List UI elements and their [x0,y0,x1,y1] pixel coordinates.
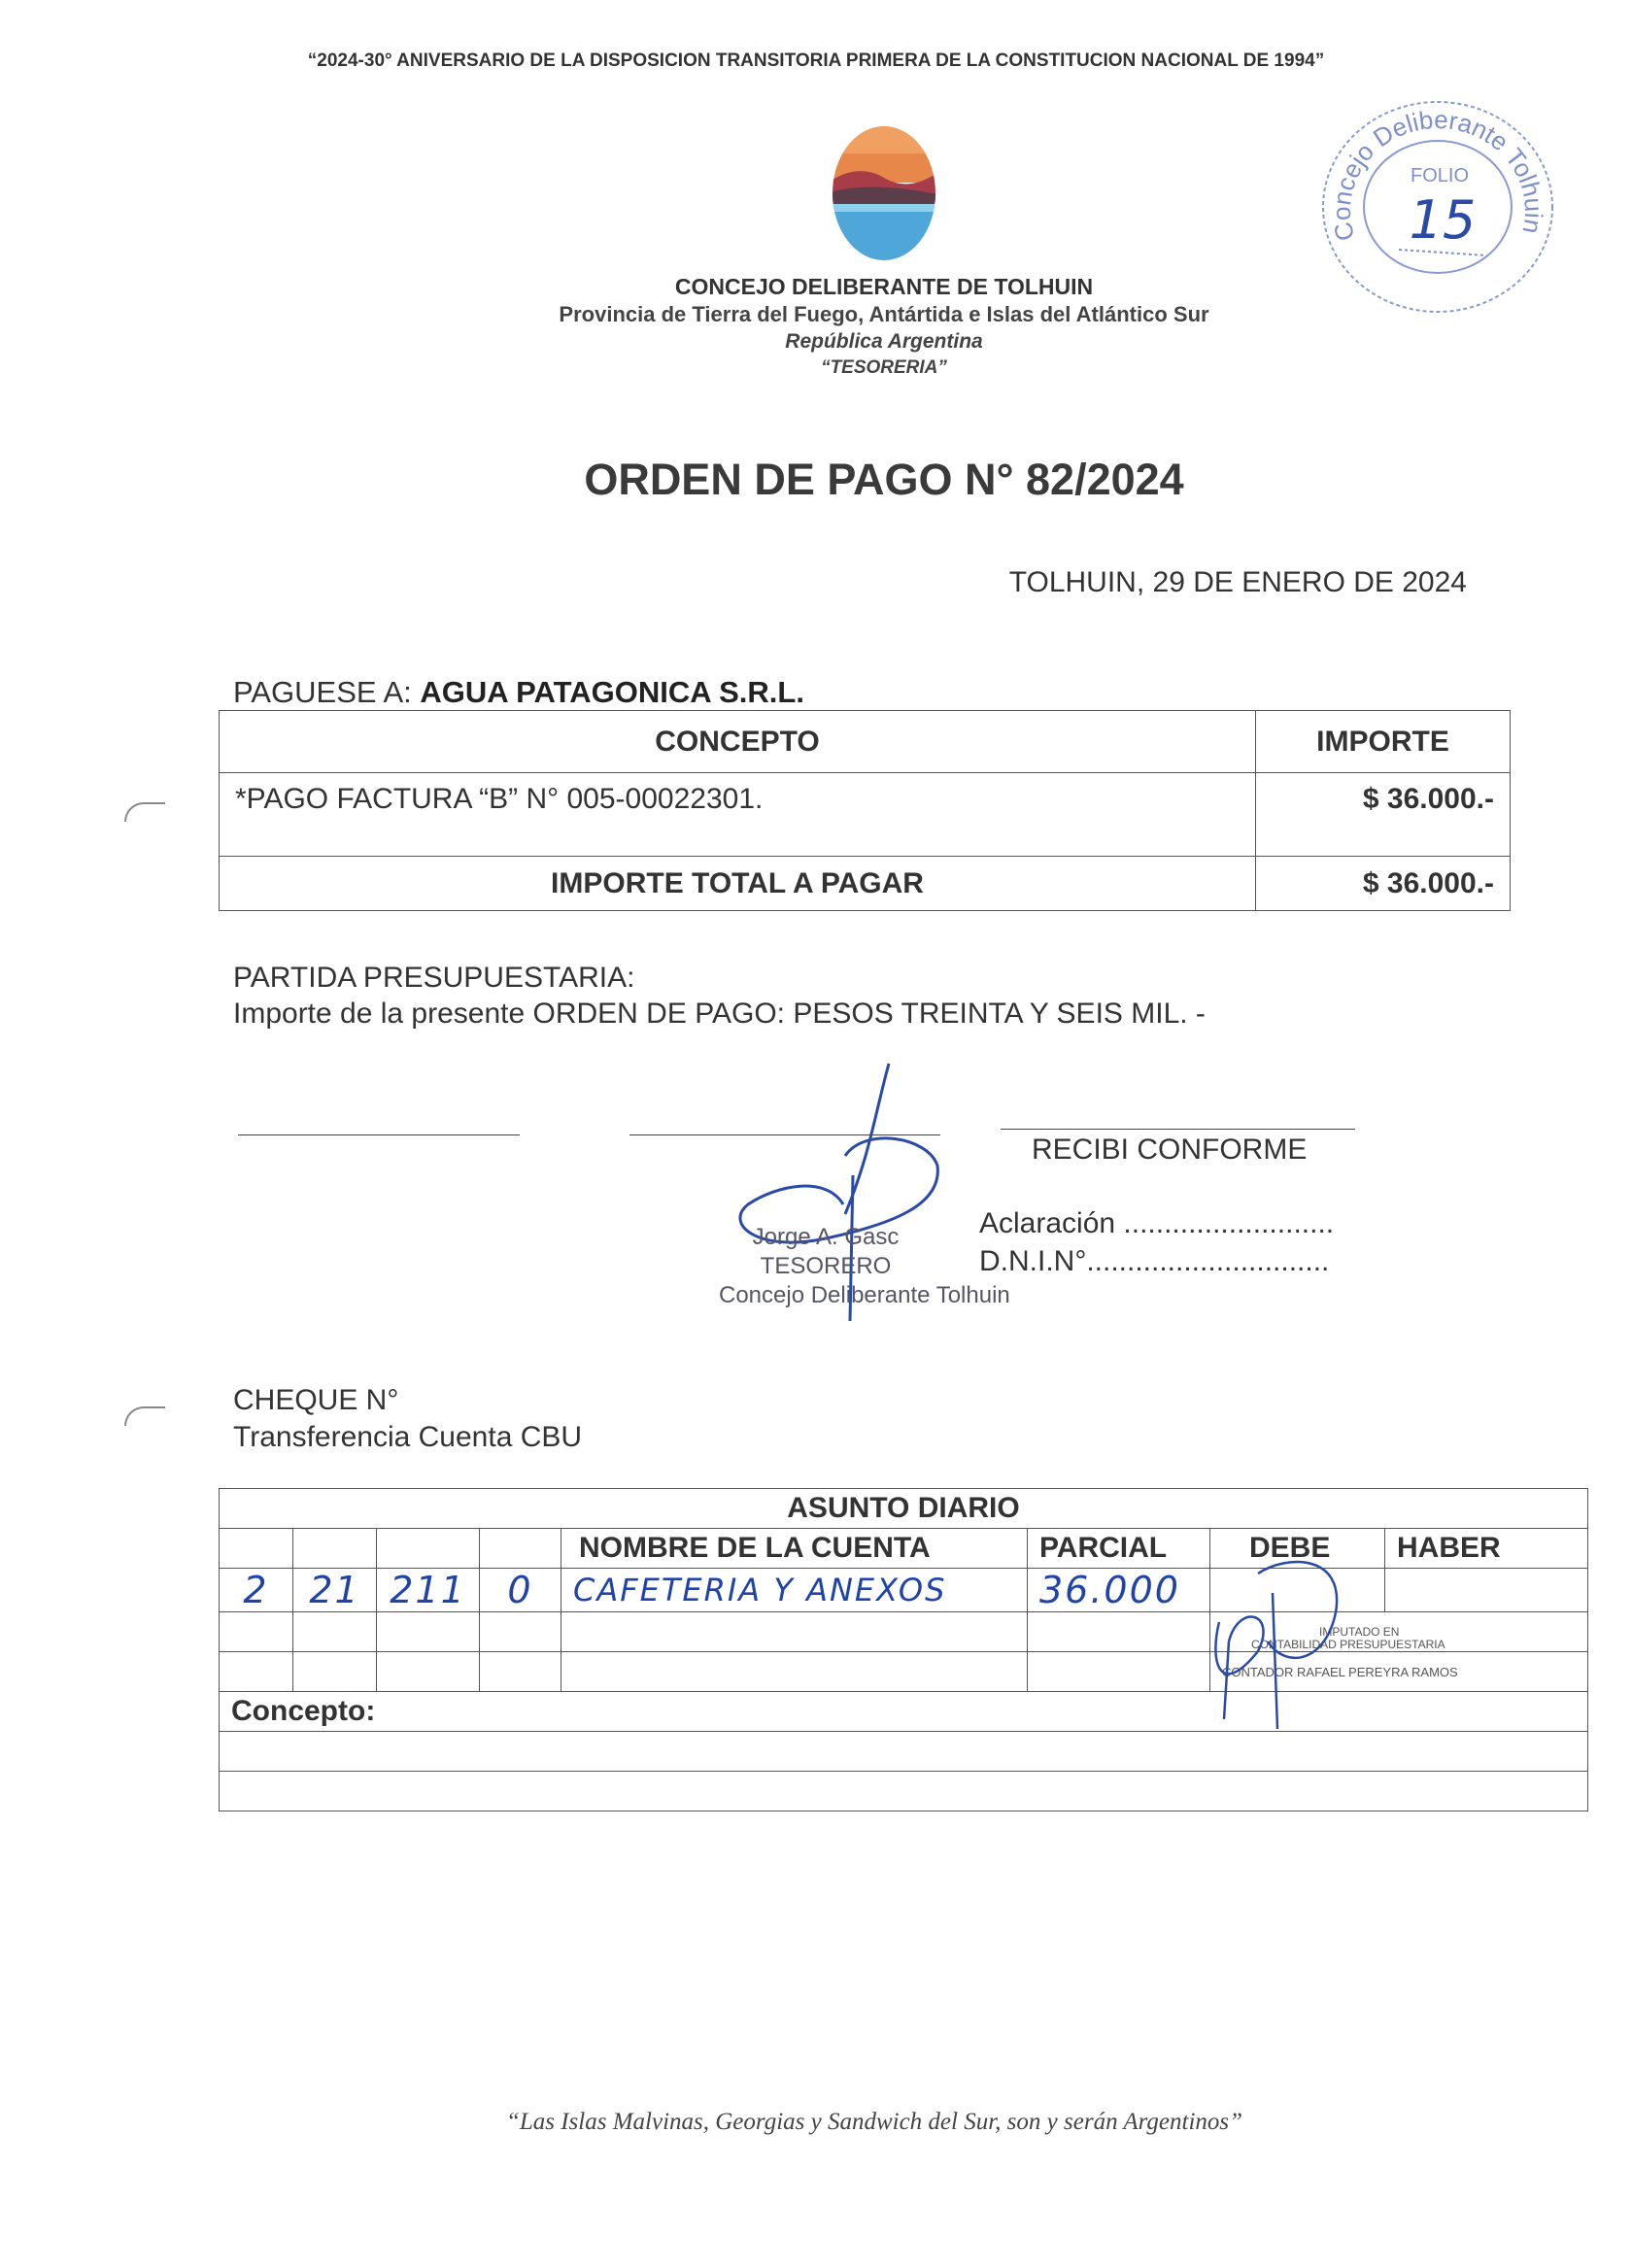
hand-code-4: 0 [480,1569,561,1612]
dni-field: D.N.I.N°.............................. [979,1245,1330,1277]
payee-name: AGUA PATAGONICA S.R.L. [420,675,804,709]
total-amount: $ 36.000.- [1256,857,1511,911]
partial-header: PARCIAL [1028,1529,1210,1569]
payment-table [219,710,1511,911]
signature-line [1001,1129,1355,1130]
treasurer-name: Jorge A. Gasc [752,1224,900,1250]
row-amount: $ 36.000.- [1256,773,1511,857]
footer-motto: “Las Islas Malvinas, Georgias y Sandwich del Sur, son y serán Argentinos” [505,2109,1243,2135]
hand-partial: 36.000 [1028,1569,1210,1612]
haber-header: HABER [1385,1529,1588,1569]
received-label: RECIBI CONFORME [1032,1134,1308,1166]
table-row [220,1569,1588,1612]
aclaracion-field: Aclaración .......................... [979,1207,1335,1239]
document-title: ORDEN DE PAGO N° 82/2024 [584,455,1184,504]
signature-line [238,1134,520,1135]
accountant-signature [1200,1535,1365,1729]
folio-stamp [1311,92,1564,316]
treasurer-org: Concejo Deliberante Tolhuin [719,1282,1010,1308]
council-logo [831,124,937,262]
row-concept: *PAGO FACTURA “B” N° 005-00022301. [220,773,1256,857]
org-name: CONCEJO DELIBERANTE DE TOLHUIN [674,274,1094,299]
org-country: República Argentina [785,330,983,353]
hand-code-1: 2 [220,1569,293,1612]
org-province: Provincia de Tierra del Fuego, Antártida e Islas del Atlántico Sur [559,302,1209,326]
stamp-ring-text: Concejo Deliberante Tolhuin [1326,104,1549,245]
diario-title: ASUNTO DIARIO [220,1489,1588,1529]
payee-label: PAGUESE A: [233,675,412,709]
punch-mark [124,1406,165,1426]
concept-header: CONCEPTO [220,711,1256,773]
hand-account-name: CAFETERIA Y ANEXOS [561,1569,1028,1612]
cheque-label: CHEQUE N° [233,1384,399,1416]
payee-line [233,675,804,710]
debe-header: DEBE [1210,1529,1385,1569]
stamp-line-3: CONTADOR RAFAEL PEREYRA RAMOS [1210,1652,1588,1692]
org-department: “TESORERIA” [821,357,947,378]
anniversary-banner: “2024-30° ANIVERSARIO DE LA DISPOSICION TRANSITORIA PRIMERA DE LA CONSTITUCION NACIONAL DE 1994” [307,51,1325,71]
treasurer-title: TESORERO [760,1253,892,1279]
amount-header: IMPORTE [1256,711,1511,773]
transfer-label: Transferencia Cuenta CBU [233,1421,583,1453]
document-date: TOLHUIN, 29 DE ENERO DE 2024 [1008,566,1467,598]
amount-in-words: Importe de la presente ORDEN DE PAGO: PESOS TREINTA Y SEIS MIL. - [233,998,1206,1030]
diario-table [219,1488,1588,1811]
stamp-folio-label: FOLIO [1410,165,1470,186]
hand-code-3: 211 [377,1569,480,1612]
table-row [220,773,1511,857]
concept-label: Concepto: [220,1692,1588,1732]
account-header: NOMBRE DE LA CUENTA [561,1529,1028,1569]
partida-label: PARTIDA PRESUPUESTARIA: [233,962,635,994]
hand-code-2: 21 [293,1569,377,1612]
stamp-folio-number: 15 [1409,189,1477,251]
stamp-line-2: CONTABILIDAD PRESUPUESTARIA [1251,1638,1445,1651]
total-label: IMPORTE TOTAL A PAGAR [220,857,1256,911]
stamp-line-1: IMPUTADO EN [1319,1625,1400,1639]
punch-mark [124,802,165,822]
